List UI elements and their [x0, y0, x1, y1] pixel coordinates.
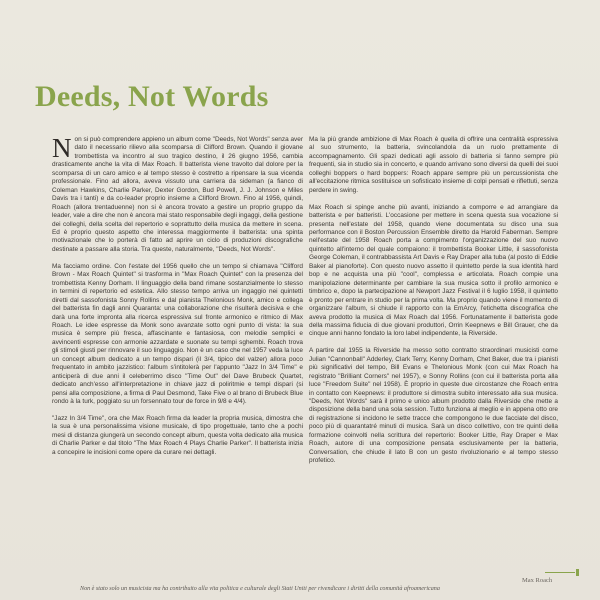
drop-cap: N — [52, 133, 72, 163]
left-column — [52, 133, 303, 466]
paragraph: Max Roach si spinge anche più avanti, iniziando a comporre e ad arrangiare da batterista e per batteristi. L'occasione per mettere in scena questa sua vocazione si presenta nell'estate del 1958, quando viene documentata su disco una sua performance con il Boston Percussion Ensemble diretto da Harold Faberman. Sempre nell'estate del 1958 Roach porta a compimento l'organizzazione del suo nuovo quintetto all'interno del quale compaiono: il trombettista Booker Little, il sassofonista George Coleman, il contrabbassista Art Davis e Ray Draper alla tuba (al posto di Eddie Baker al pianoforte). Con questo nuovo assetto il quintetto perde la sua identità hard bop e ne acquista una più "cool", complessa e articolata. Roach compie una manipolazione determinante per cambiare la sua musica sotto il profilo armonico e timbrico e, dopo la partecipazione al Newport Jazz Festival il 6 luglio 1958, il quintetto è pronto per entrare in studio per la prima volta. Ma proprio quando viene il momento di organizzare l'album, si chiude il rapporto con la EmArcy, l'etichetta discografica che aveva prodotto la musica di Max Roach dal 1956. Fortunatamente il batterista gode della massima fiducia di due giovani produttori, Orrin Keepnews e Bill Grauer, che da cinque anni hanno fondato la loro label indipendente, la Riverside. — [309, 203, 558, 338]
footer-divider — [545, 572, 575, 573]
paragraph: Ma la più grande ambizione di Max Roach è quella di offrire una centralità espressiva al suo strumento, la batteria, svincolandola da un ruolo prettamente di accompagnamento. Gli spazi dedicati agli assolo di batteria si fanno sempre più frequenti, sia in studio sia in concerto, e quando arrivano sono diversi da quelli dei suoi colleghi boppers o hard boppers: Roach appare sempre più un percussionista che all'eccitazione ritmica sostituisce un sofisticato insieme di colpi pensati e riflettuti, senza perdere in swing. — [309, 136, 558, 194]
paragraph: Ma facciamo ordine. Con l'estate del 1956 quello che un tempo si chiamava "Clifford Brown - Max Roach Quintet" si trasforma in "Max Roach Quintet" con la presenza del trombettista Kenny Dorham. Il linguaggio della band rimane sostanzialmente lo stesso in termini di repertorio ed estetica. Allo stesso tempo arriva un ingaggio nei quintetti diretti dal sassofonista Sonny Rollins e dal pianista Thelonious Monk, amico e collega del batterista fin dagli anni Quaranta: una collaborazione che risulterà decisiva e che darà una forte impronta alla ricerca espressiva sul fronte armonico e ritmico di Max Roach. Le idee espresse da Monk sono avanzate sotto ogni punto di vista: la sua musica è sempre più fresca, affascinante e fantasiosa, con melodie semplici e avvincenti espresse con armonie azzardate e suonate su tempi sghembi. Roach trova gli stimoli giusti per rinnovare il suo linguaggio. Non è un caso che nel 1957 veda la luce un concept album dedicato a un tempo dispari (il 3/4, tipico del valzer) allora poco frequentato in ambito jazzistico: l'album s'intitolerà per l'appunto "Jazz In 3/4 Time" e anticiperà di due anni il celeberrimo disco "Time Out" del Dave Brubeck Quartet, dedicato anch'esso all'interpretazione in chiave jazz di poliritmie e tempi dispari (si pensi alla composizione, a firma di Paul Desmond, Take Five o al brano di Brubeck Blue rondo à la turk, poggiato su un forsennato tour de force in 9/8 e 4/4). — [52, 262, 303, 406]
accent-mark — [576, 569, 579, 576]
footer-caption: Non è stato solo un musicista ma ha contribuito alla vita politica e culturale degli Stati Uniti per rivendicare i diritti della comunità afroamericana — [80, 586, 440, 592]
paragraph — [52, 133, 303, 254]
paragraph-text: on si può comprendere appieno un album come "Deeds, Not Words" senza aver dato il necessario rilievo alla scomparsa di Clifford Brown. Quando il giovane trombettista va incontro al suo tragico destino, il 26 giugno 1956, cambia drasticamente anche la vita di Max Roach. Il batterista viene travolto dal dolore per la scomparsa di un caro amico e al tempo stesso è costretto a ripensare la sua vicenda professionale. Fino ad allora, aveva vissuto una carriera da sideman (a fianco di Coleman Hawkins, Charlie Parker, Dexter Gordon, Bud Powell, J. J. Johnson e Miles Davis tra i tanti) e da co-leader proprio insieme a Clifford Brown. Fino al 1956, quindi, Roach (allora trentaduenne) non si è ancora trovato a gestire un proprio gruppo da leader, vale a dire che non è ancora mai stato responsabile degli ingaggi, della gestione dei colleghi, della scelta del repertorio e soprattutto della musica da mettere in scena. Ed è proprio questo aspetto che interessa maggiormente il batterista: una spinta motivazionale che lo porterà di fatto ad aprire un ciclo di produzioni discografiche destinate a passare alla storia. Tra queste, naturalmente, "Deeds, Not Words". — [52, 136, 303, 253]
footer-name: Max Roach — [522, 577, 553, 584]
right-column — [309, 136, 558, 474]
page-title: Deeds, Not Words — [35, 80, 269, 114]
paragraph: A partire dal 1955 la Riverside ha messo sotto contratto straordinari musicisti come Julian "Cannonball" Adderley, Clark Terry, Kenny Dorham, Chet Baker, due tra i pianisti più significativi del tempo, Bill Evans e Thelonious Monk (con cui Max Roach ha registrato "Brilliant Corners" nel 1957), e Sonny Rollins (con cui il batterista porta alla luce "Freedom Suite" nel 1958). È proprio in queste due circostanze che Roach entra in contatto con Keepnews: il produttore si dimostra subito interessato alla sua musica. "Deeds, Not Words" sarà il primo e unico album prodotto dalla Riverside che mette a disposizione della band una sola session. Tutto funziona al meglio e in appena otto ore di registrazione si incidono le sette tracce che compongono le due facciate del disco, poco più di quarantatré minuti di musica. Sarà un disco collettivo, con tre quinti della formazione coinvolti nella scrittura del repertorio: Booker Little, Ray Draper e Max Roach, autore di una composizione pensata esclusivamente per la batteria, Conversation, che chiude il lato B con un gesto rivoluzionario e al tempo stesso profetico. — [309, 347, 558, 465]
paragraph: "Jazz In 3/4 Time", ora che Max Roach firma da leader la propria musica, dimostra che la sua è una personalissima visione musicale, di tipo progettuale, tanto che a pochi mesi di distanza giungerà un secondo concept album, questa volta dedicato alla musica di Charlie Parker e dal titolo "The Max Roach 4 Plays Charlie Parker". Il batterista inizia a concepire le incisioni come opere da curare nei dettagli. — [52, 414, 303, 456]
